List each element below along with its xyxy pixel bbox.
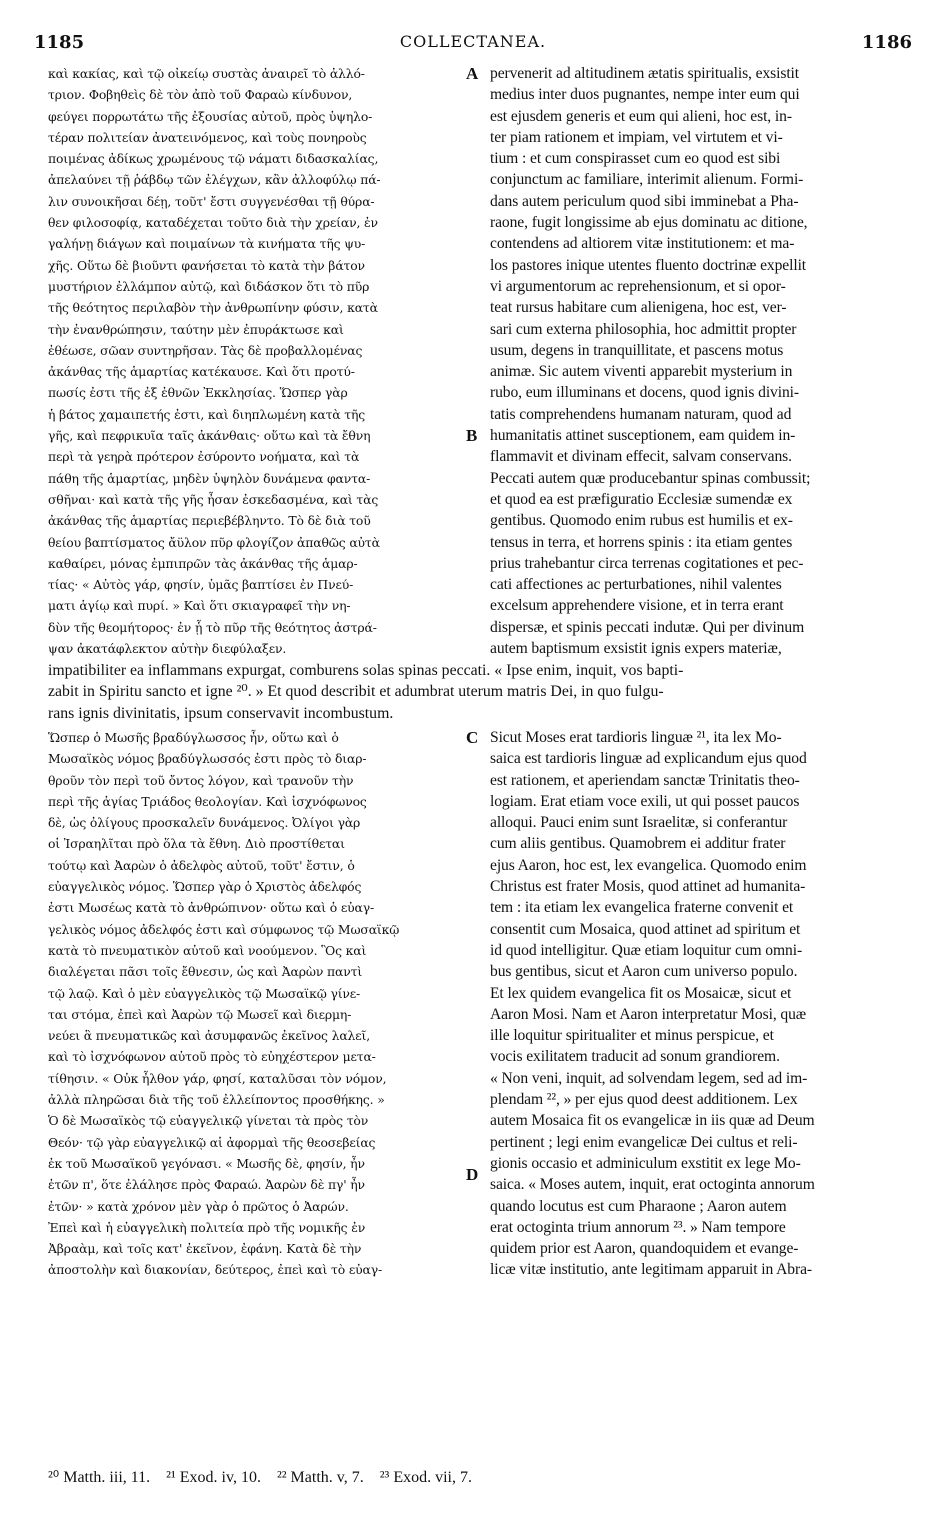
- text-line: animæ. Sic autem viventi apparebit mysterium in: [490, 363, 793, 381]
- margin-marker-b: B: [466, 426, 478, 445]
- text-line: dispersæ, et spinis peccati indutæ. Qui per divinum: [490, 618, 805, 636]
- text-line: excelsum apprehendere visione, et in terra erant: [490, 597, 784, 615]
- text-line: τίθησιν. « Οὐκ ἦλθον γάρ, φησί, καταλῦσαι τὸν νόμον,: [48, 1070, 387, 1086]
- text-line: ἀπελαύνει τῇ ῥάβδῳ τῶν ἐλέγχων, κἂν ἀλλοφύλῳ πά-: [48, 172, 381, 188]
- text-line: κατὰ τὸ πνευματικὸν αὐτοῦ καὶ νοούμενον. Ὃς καὶ: [48, 942, 367, 958]
- text-line: θροῦν τὸν περὶ τοῦ ὄντος λόγον, καὶ τρανοῦν τὴν: [48, 772, 354, 788]
- text-line: sari cum externa philosophia, hoc admittit propter: [490, 320, 797, 338]
- text-line: Ὥσπερ ὁ Μωσῆς βραδύγλωσσος ἦν, οὕτω καὶ ὁ: [48, 730, 339, 745]
- greek-column-section-2: [48, 727, 474, 1287]
- text-line: cati affectiones ac perturbationes, nihil valentes: [490, 576, 782, 594]
- text-line: logiam. Erat etiam voce exili, ut qui posset paucos: [490, 792, 800, 810]
- latin-column-section-1: [490, 63, 910, 663]
- text-line: ἐστι Μωσέως κατὰ τὸ ἀνθρώπινον· οὕτω καὶ ὁ εὐαγ-: [48, 900, 374, 916]
- text-line: est rationem, et aperiendam sanctæ Trinitatis theo-: [490, 771, 800, 789]
- text-line: ille loquitur spiritualiter et minus perspicue, et: [490, 1027, 774, 1045]
- text-line: teat rursus habitare cum alienigena, hoc est, ver-: [490, 299, 787, 317]
- text-line: pertinent ; legi enim evangelicæ Dei cultus et reli-: [490, 1133, 798, 1151]
- text-line: ἀκάνθας τῆς ἁμαρτίας περιεβέβληντο. Τὸ δὲ διὰ τοῦ: [48, 513, 371, 529]
- text-line: ἀλλὰ πληρῶσαι διὰ τῆς τοῦ ἐλλείποντος προσθήκης. »: [48, 1092, 385, 1108]
- text-line: Μωσαϊκὸς νόμος βραδύγλωσσός ἐστι πρὸς τὸ διαρ-: [48, 751, 367, 767]
- text-line: Et lex quidem evangelica fit os Mosaicæ, sicut et: [490, 984, 792, 1002]
- text-line: ἀποστολὴν καὶ διακονίαν, δεύτερος, ἐπεὶ καὶ τὸ εὐαγ-: [48, 1262, 382, 1278]
- right-page-number: 1186: [861, 32, 912, 53]
- text-line: διαλέγεται πᾶσι τοῖς ἔθνεσιν, ὡς καὶ Ἀαρὼν παντὶ: [48, 964, 363, 980]
- text-line: θείου βαπτίσματος ἄϋλον πῦρ φλογίζον ἀπαθῶς αὐτὰ: [48, 534, 380, 550]
- text-line: τὴν ἐνανθρώπησιν, ταύτην μὲν ἐπυράκτωσε καὶ: [48, 321, 344, 337]
- text-line: εὐαγγελικὸς νόμος. Ὥσπερ γὰρ ὁ Χριστὸς ἀδελφός: [48, 879, 362, 895]
- text-line: Ὁ δὲ Μωσαϊκὸς τῷ εὐαγγελικῷ γίνεται τὰ πρὸς τὸν: [48, 1113, 369, 1129]
- text-line: ἐτῶν π', ὅτε ἐλάλησε πρὸς Φαραώ. Ἀαρὼν δὲ πγ' ἦν: [48, 1177, 365, 1193]
- footnotes: ²⁰ Matth. iii, 11. ²¹ Exod. iv, 10. ²² Matth. v, 7. ²³ Exod. vii, 7.: [48, 1469, 472, 1486]
- text-line: ter piam rationem et impiam, vel virtutem et vi-: [490, 128, 783, 146]
- text-line: tensus in terra, et horrens spinis : ita etiam gentes: [490, 533, 793, 551]
- text-line: cum aliis gentibus. Quamobrem ei additur frater: [490, 835, 786, 853]
- text-line: dans autem periculum quod sibi imminebat a Pha-: [490, 192, 799, 210]
- text-line: τίας· « Αὐτὸς γάρ, φησίν, ὑμᾶς βαπτίσει ἐν Πνεύ-: [48, 577, 354, 593]
- margin-marker-c: C: [466, 728, 479, 747]
- text-line: id quod intelligitur. Quæ etiam loquitur cum omni-: [490, 941, 803, 959]
- text-line: ται στόμα, ἐπεὶ καὶ Ἀαρὼν τῷ Μωσεῖ καὶ διερμη-: [48, 1006, 352, 1022]
- text-line: λιν συνοικῆσαι δέῃ, τοῦτ' ἔστι συγγενέσθαι τῇ θύρα-: [48, 193, 375, 209]
- text-line: autem Mosaica fit os evangelicæ in iis quæ ad Deum: [490, 1112, 815, 1130]
- full-width-latin-paragraph: [48, 660, 910, 726]
- text-line: Θεόν· τῷ γὰρ εὐαγγελικῷ αἱ ἀφορμαὶ τῆς θεοσεβείας: [48, 1134, 376, 1150]
- text-line: humanitatis attinet susceptionem, eam quidem in-: [490, 427, 796, 445]
- text-line: ejus Aaron, hoc est, lex evangelica. Quomodo enim: [490, 856, 807, 874]
- text-line: ἀκάνθας τῆς ἁμαρτίας κατέκαυσε. Καὶ ὅτι προτύ-: [48, 364, 355, 380]
- text-line: περὶ τὰ γεηρὰ πρότερον ἐσύροντο νοήματα, καὶ τὰ: [48, 449, 360, 465]
- text-line: medius inter duos pugnantes, nempe inter eum qui: [490, 86, 800, 104]
- text-line: Christus est frater Mosis, quod attinet ad humanita-: [490, 878, 806, 896]
- text-line: γελικὸς νόμος ἀδελφός ἐστι καὶ σύμφωνος τῷ Μωσαϊκῷ: [48, 921, 400, 937]
- text-line: περὶ τῆς ἁγίας Τριάδος θεολογίαν. Καὶ ἰσχνόφωνος: [48, 793, 367, 809]
- text-line: καθαίρει, μόνας ἐμπιπρῶν τὰς ἀκάνθας τῆς ἁμαρ-: [48, 555, 358, 571]
- text-line: conjunctum ac familiare, interimit alienum. Formi-: [490, 171, 804, 189]
- text-line: tem : ita etiam lex evangelica fraterne convenit et: [490, 899, 794, 917]
- text-line: quando locutus est cum Pharaone ; Aaron autem: [490, 1197, 787, 1215]
- text-line: καὶ τὸ ἰσχνόφωνον αὐτοῦ πρὸς τὸ εὐηχέστερον μετα-: [48, 1049, 376, 1065]
- text-line: vocis exilitatem traducit ad sonum grandiorem.: [490, 1048, 780, 1066]
- text-line: erat octoginta trium annorum ²³. » Nam tempore: [490, 1218, 786, 1236]
- text-line: raone, fugit longissime ab ejus dominatu ac ditione,: [490, 214, 808, 232]
- text-line: usum, degens in tranquillitate, et pascens motus: [490, 341, 784, 359]
- text-line: contendens ad altiorem vitæ institutionem: et ma-: [490, 235, 795, 253]
- text-line: ματι ἁγίῳ καὶ πυρί. » Καὶ ὅτι σκιαγραφεῖ τὴν νη-: [48, 598, 351, 614]
- text-line: οἱ Ἰσραηλῖται πρὸ ὅλα τὰ ἔθνη. Διὸ προστίθεται: [48, 836, 345, 852]
- left-page-number: 1185: [34, 32, 85, 53]
- text-line: γαλήνῃ διάγων καὶ ποιμαίνων τὰ κινήματα τῆς ψυ-: [48, 236, 366, 252]
- text-line: δὲ, ὡς ὀλίγους προσκαλεῖν δυνάμενος. Ὀλίγοι γὰρ: [48, 815, 361, 831]
- text-line: Ἐπεὶ καὶ ἡ εὐαγγελικὴ πολιτεία πρὸ τῆς νομικῆς ἐν: [48, 1219, 366, 1235]
- text-line: bus gentibus, sicut et Aaron cum universo populo.: [490, 963, 798, 981]
- greek-column-section-1: [48, 63, 474, 663]
- text-line: flammavit et divinam effecit, salvam conservans.: [490, 448, 792, 466]
- text-line: vi argumentorum ac reprehensionum, et si opor-: [490, 277, 786, 295]
- text-line: πωσίς ἐστι τῆς ἐξ ἐθνῶν Ἐκκλησίας. Ὥσπερ γὰρ: [48, 385, 348, 401]
- text-line: gentibus. Quomodo enim rubus est humilis et ex-: [490, 512, 793, 530]
- text-line: gionis occasio et adminiculum exstitit ex lege Mo-: [490, 1154, 801, 1172]
- text-line: saica est tardioris linguæ ad explicandum ejus quod: [490, 750, 807, 768]
- text-line: « Non veni, inquit, ad solvendam legem, sed ad im-: [490, 1069, 808, 1087]
- running-header: [34, 32, 912, 56]
- text-line: consentit cum Mosaica, quod attinet ad spiritum et: [490, 920, 801, 938]
- text-line: licæ vitæ institutio, ante legitimam apparuit in Abra-: [490, 1261, 813, 1279]
- text-line: φεύγει πορρωτάτω τῆς ἐξουσίας αὐτοῦ, πρὸς ὑψηλο-: [48, 108, 373, 124]
- text-line: los pastores inique utentes fluento doctrinæ expellit: [490, 256, 807, 274]
- text-line: θεν φιλοσοφίᾳ, καταδέχεται τοῦτο διὰ τὴν χρείαν, ἐν: [48, 215, 378, 231]
- text-line: plendam ²², » per ejus quod deest additionem. Lex: [490, 1091, 798, 1109]
- text-line: γῆς, καὶ πεφρικυῖα ταῖς ἀκάνθαις· οὕτω καὶ τὰ ἔθνη: [48, 428, 371, 444]
- text-line: ψαν ἀκατάφλεκτον αὐτὴν διεφύλαξεν.: [48, 641, 287, 657]
- text-line: τριον. Φοβηθεὶς δὲ τὸν ἀπὸ τοῦ Φαραὼ κίνδυνον,: [48, 87, 353, 103]
- text-line: τῷ λαῷ. Καὶ ὁ μὲν εὐαγγελικὸς τῷ Μωσαϊκῷ γίνε-: [48, 985, 361, 1001]
- running-title: COLLECTANEA.: [399, 32, 547, 51]
- text-line: δὺν τῆς θεομήτορος· ἐν ᾗ τὸ πῦρ τῆς θεότητος ἀστρά-: [48, 619, 377, 635]
- text-line: autem baptismum exsistit ignis expers materiæ,: [490, 640, 782, 658]
- text-line: μυστήριον ἐλλάμπον αὐτῷ, καὶ διδάσκον ὅτι τὸ πῦρ: [48, 278, 370, 294]
- text-line: ποιμένας ἀδίκως χρωμένους τῷ νάματι διδασκαλίας,: [48, 151, 379, 167]
- text-line: tium : et cum conspirasset cum eo quod est sibi: [490, 150, 781, 168]
- text-line: τῆς θεότητος περιλαβὸν τὴν ἀνθρωπίνην φύσιν, κατὰ: [48, 300, 378, 316]
- text-line: prius trahebantur circa terrenas cogitationes et pec-: [490, 554, 804, 572]
- text-line: alloqui. Pauci enim sunt Israelitæ, si conferantur: [490, 814, 788, 832]
- text-line: tatis comprehendens humanam naturam, quod ad: [490, 405, 792, 423]
- text-line: rans ignis divinitatis, ipsum conservavit incombustum.: [48, 704, 394, 722]
- text-line: ἐκ τοῦ Μωσαϊκοῦ γεγόνασι. « Μωσῆς δὲ, φησίν, ἦν: [48, 1155, 365, 1171]
- text-line: νεύει ἃ πνευματικῶς καὶ ἀσυμφανῶς ἐκεῖνος λαλεῖ,: [48, 1028, 370, 1044]
- text-line: Ἀβραὰμ, καὶ τοῖς κατ' ἐκεῖνον, ἐφάνη. Κατὰ δὲ τὴν: [48, 1241, 362, 1257]
- text-line: est ejusdem generis et eum qui alieni, hoc est, in-: [490, 107, 792, 125]
- text-line: zabit in Spiritu sancto et igne ²⁰. » Et quod describit et adumbrat uterum matris Dei, in quo fulgu-: [48, 683, 664, 701]
- text-line: σθῆναι· καὶ κατὰ τῆς γῆς ἦσαν ἐσκεδασμένα, καὶ τὰς: [48, 491, 379, 507]
- text-line: impatibiliter ea inflammans expurgat, comburens solas spinas peccati. « Ipse enim, inquit, vos bapti-: [48, 662, 684, 679]
- text-line: Peccati autem quæ producebantur spinas combussit;: [490, 469, 811, 487]
- text-line: ἐθέωσε, σῶαν συντηρῆσαν. Τὰς δὲ προβαλλομένας: [48, 342, 363, 358]
- text-line: Aaron Mosi. Nam et Aaron interpretatur Mosi, quæ: [490, 1005, 807, 1023]
- text-line: τέραν πολιτείαν ἀνατεινόμενος, καὶ τοὺς πονηροὺς: [48, 129, 367, 145]
- text-line: χῆς. Οὕτω δὲ βιοῦντι φανήσεται τὸ κατὰ τὴν βάτον: [48, 257, 365, 273]
- margin-marker-d: D: [466, 1165, 479, 1184]
- latin-column-section-2: [490, 727, 910, 1287]
- text-line: saica. « Moses autem, inquit, erat octoginta annorum: [490, 1176, 815, 1194]
- text-line: πάθη τῆς ἁμαρτίας, μηδὲν ὑψηλὸν δυνάμενα φαντα-: [48, 470, 371, 486]
- text-line: rubo, eum illuminans et docens, quod ignis divini-: [490, 384, 800, 402]
- text-line: et quod ea est præfiguratio Ecclesiæ sumendæ ex: [490, 490, 793, 508]
- text-line: pervenerit ad altitudinem ætatis spiritualis, exsistit: [490, 65, 800, 82]
- text-line: καὶ κακίας, καὶ τῷ οἰκείῳ συστὰς ἀναιρεῖ τὸ ἀλλό-: [48, 66, 365, 81]
- text-line: Sicut Moses erat tardioris linguæ ²¹, ita lex Mo-: [490, 729, 782, 746]
- text-line: ἐτῶν· » κατὰ χρόνον μὲν γὰρ ὁ πρῶτος ὁ Ἀαρών.: [48, 1198, 349, 1214]
- text-line: ἡ βάτος χαμαιπετής ἐστι, καὶ διηπλωμένη κατὰ τῆς: [48, 406, 366, 422]
- text-line: quidem prior est Aaron, quandoquidem et evange-: [490, 1240, 799, 1258]
- text-line: τούτῳ καὶ Ἀαρὼν ὁ ἀδελφὸς αὐτοῦ, τοῦτ' ἔστιν, ὁ: [48, 857, 355, 873]
- margin-marker-a: A: [466, 64, 479, 83]
